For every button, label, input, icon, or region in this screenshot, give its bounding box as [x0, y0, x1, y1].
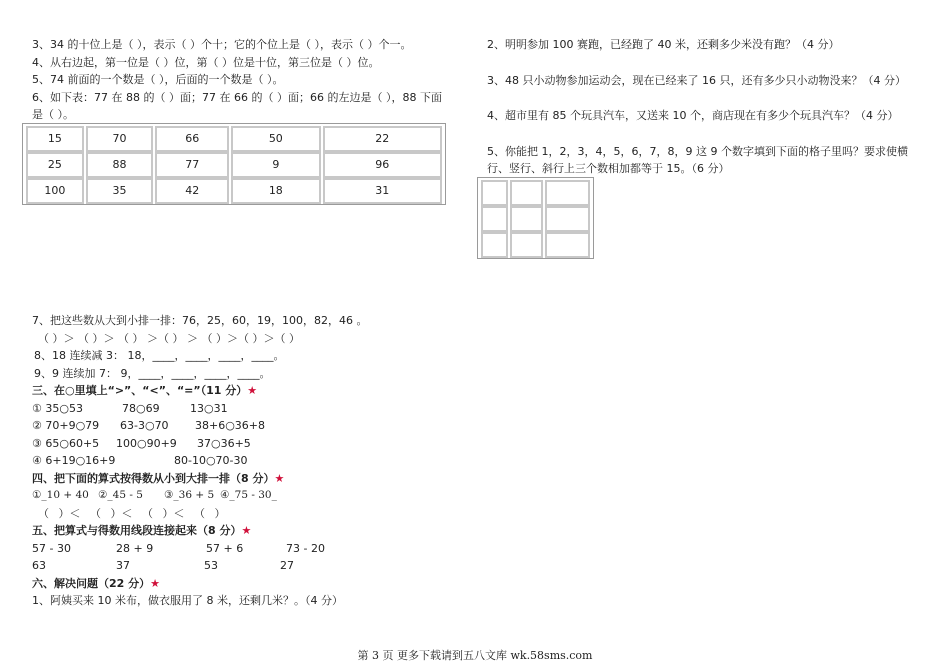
table-row	[25, 178, 443, 204]
lower-questions	[32, 312, 472, 610]
compare-line-4	[32, 452, 472, 470]
number-table	[22, 123, 446, 205]
order-item: ①_10 + 40	[32, 489, 89, 501]
right-questions	[487, 36, 927, 178]
table-cell: 42	[155, 178, 229, 204]
compare-item: ④ 6+19○16+9	[32, 454, 116, 467]
compare-line-1	[32, 400, 472, 418]
grid-row	[480, 206, 591, 232]
match-result: 37	[116, 559, 130, 572]
question-6: 6、如下表：77 在 88 的（ ）面；77 在 66 的（ ）面；66 的左边是（ ），88 下面	[32, 90, 442, 104]
star-icon: ★	[150, 576, 161, 590]
table-cell: 88	[86, 152, 154, 178]
grid-row	[480, 180, 591, 206]
table-row	[25, 152, 443, 178]
compare-item: ② 70+9○79	[32, 419, 100, 432]
grid-cell[interactable]	[481, 206, 508, 232]
compare-item: ③ 65○60+5	[32, 436, 100, 450]
question-r4: 4、超市里有 85 个玩具汽车，又送来 10 个，商店现在有多少个玩具汽车？（4 分）	[487, 109, 899, 122]
table-row	[25, 126, 443, 152]
section-4-title	[32, 470, 472, 488]
table-cell: 25	[26, 152, 84, 178]
match-expression: 57 + 6	[206, 541, 244, 555]
order-items	[32, 487, 472, 505]
table-cell: 70	[86, 126, 154, 152]
table-cell: 96	[323, 152, 442, 178]
grid-cell[interactable]	[545, 232, 590, 258]
compare-item: 80-10○70-30	[174, 454, 248, 467]
question-4: 4、从右边起，第一位是（ ）位，第（ ）位是十位，第三位是（ ）位。	[32, 55, 380, 69]
order-blanks: （ ）＜ （ ）＜ （ ）＜ （ ）	[38, 506, 226, 520]
section-4-title-text: 四、把下面的算式按得数从小到大排一排（8 分）	[32, 471, 275, 485]
question-9: 9、9 连续加 7： 9，____，____，____，____。	[34, 366, 271, 380]
grid-cell[interactable]	[510, 206, 543, 232]
match-result: 63	[32, 559, 46, 572]
table-cell: 31	[323, 178, 442, 204]
table-cell: 50	[231, 126, 321, 152]
question-5: 5、74 前面的一个数是（ ），后面的一个数是（ ）。	[32, 73, 284, 86]
table-cell: 22	[323, 126, 442, 152]
order-item: ④_75 - 30_	[220, 489, 277, 501]
star-icon: ★	[241, 524, 252, 537]
compare-line-3	[32, 435, 472, 453]
question-r3: 3、48 只小动物参加运动会，现在已经来了 16 只，还有多少只小动物没来？（4 分）	[487, 73, 906, 87]
section-6-title	[32, 575, 472, 593]
compare-item: 13○31	[190, 401, 228, 415]
match-result: 27	[280, 559, 294, 572]
compare-line-2	[32, 417, 472, 435]
magic-square-grid	[477, 177, 594, 259]
section-6-title-text: 六、解决问题（22 分）	[32, 576, 151, 590]
page-footer: 第 3 页 更多下载请到五八文库 wk.58sms.com	[357, 649, 593, 662]
grid-cell[interactable]	[510, 232, 543, 258]
grid-cell[interactable]	[481, 232, 508, 258]
compare-item: 100○90+9	[116, 436, 177, 450]
grid-cell[interactable]	[545, 180, 590, 206]
table-cell: 66	[155, 126, 229, 152]
table-cell: 35	[86, 178, 154, 204]
grid-cell[interactable]	[545, 206, 590, 232]
compare-item: ① 35○53	[32, 401, 83, 415]
section-3-title-text: 三、在○里填上“>”、“<”、“=”（11 分）	[32, 384, 248, 397]
question-6-cont: 是（ ）。	[32, 108, 74, 121]
match-expression: 28 + 9	[116, 541, 154, 555]
star-icon: ★	[247, 384, 258, 397]
question-7-blanks: （ ）＞ （ ）＞ （ ） ＞（ ） ＞ （ ）＞（ ）＞（ ）	[38, 331, 300, 345]
order-item: ②_45 - 5	[98, 489, 143, 501]
section-5-title-text: 五、把算式与得数用线段连接起来（8 分）	[32, 524, 242, 537]
grid-cell[interactable]	[510, 180, 543, 206]
table-cell: 77	[155, 152, 229, 178]
table-cell: 15	[26, 126, 84, 152]
match-result: 53	[204, 559, 218, 572]
match-expression: 73 - 20	[286, 541, 325, 555]
compare-item: 78○69	[122, 401, 160, 415]
compare-item: 38+6○36+8	[195, 419, 266, 432]
left-questions	[32, 36, 462, 124]
grid-row	[480, 232, 591, 258]
question-s6-1: 1、阿姨买来 10 米布，做衣服用了 8 米，还剩几米？。（4 分）	[32, 594, 343, 607]
star-icon: ★	[274, 471, 285, 485]
question-r5: 5、你能把 1，2，3，4，5，6，7，8，9 这 9 个数字填到下面的格子里吗？要求使横行、竖行、斜行上三个数相加都等于 15。（6 分）	[487, 144, 908, 175]
table-cell: 18	[231, 178, 321, 204]
match-expressions	[32, 540, 472, 558]
question-3: 3、34 的十位上是（ ），表示（ ）个十；它的个位上是（ ），表示（ ）个一。	[32, 38, 412, 51]
order-item: ③_36 + 5	[164, 489, 215, 501]
match-results	[32, 557, 472, 575]
question-7: 7、把这些数从大到小排一排：76，25，60，19，100，82，46 。	[32, 314, 368, 327]
question-8: 8、18 连续减 3： 18，____，____，____，____。	[34, 349, 285, 362]
match-expression: 57 - 30	[32, 541, 71, 555]
compare-item: 63-3○70	[120, 419, 169, 432]
section-3-title	[32, 382, 472, 400]
table-cell: 9	[231, 152, 321, 178]
compare-item: 37○36+5	[197, 436, 251, 450]
grid-cell[interactable]	[481, 180, 508, 206]
table-cell: 100	[26, 178, 84, 204]
question-r2: 2、明明参加 100 赛跑，已经跑了 40 米，还剩多少米没有跑？（4 分）	[487, 38, 840, 51]
section-5-title	[32, 522, 472, 540]
